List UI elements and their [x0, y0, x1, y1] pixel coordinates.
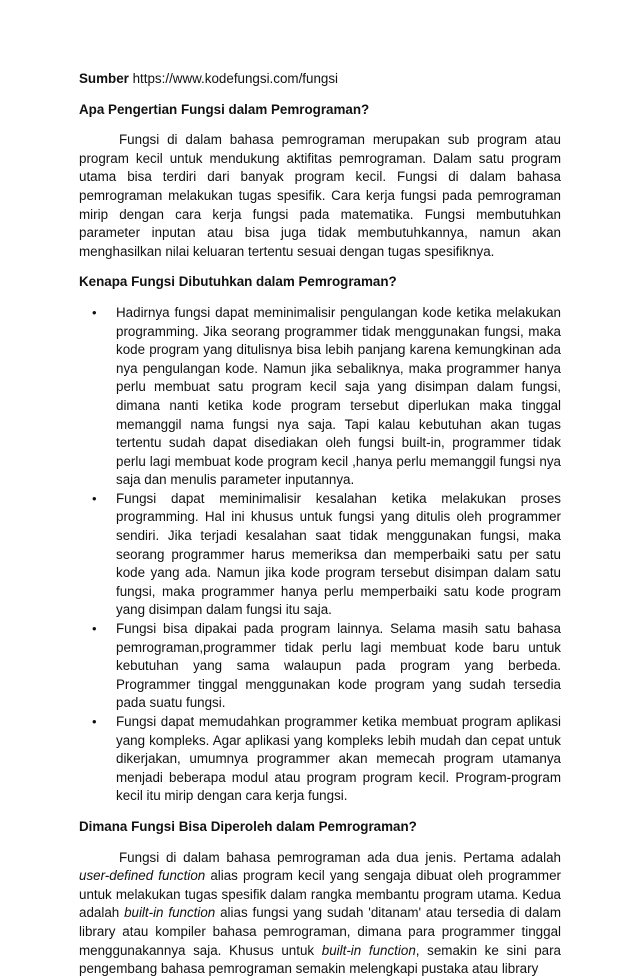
source-label: Sumber: [79, 71, 129, 86]
list-item-text: Hadirnya fungsi dapat meminimalisir pengulangan kode ketika melakukan programming. Jika seorang programmer tidak menggunakan fungsi, maka kode program yang ditulisnya bisa lebih panjang karena kemungkinan ada nya pengulangan kode. Namun jika sebaliknya, maka programmer hanya perlu membuat satu program kecil saja yang disimpan dalam fungsi, dimana nanti ketika kode program tersebut diperlukan maka tinggal memanggil nama fungsi nya saja. Tapi kalau kebutuhan akan tugas tertentu sudah dapat disediakan oleh fungsi built-in, programmer tidak perlu lagi membuat kode program kecil ,hanya perlu memanggil fungsi nya saja dan menulis parameter inputannya.: [116, 304, 561, 488]
italic-term: built-in function: [321, 942, 416, 958]
list-item: [79, 620, 561, 713]
list-item-text: Fungsi dapat memudahkan programmer ketika membuat program aplikasi yang kompleks. Agar aplikasi yang kompleks lebih mudah dan cepat untuk dikerjakan, umumnya programmer akan memecah program utamanya menjadi beberapa modul atau program program kecil. Program-program kecil itu mirip dengan cara kerja fungsi.: [116, 714, 561, 804]
paragraph-text: Fungsi di dalam bahasa pemrograman ada dua jenis. Pertama adalah: [119, 849, 561, 865]
italic-term: built-in function: [124, 905, 216, 921]
list-item: [79, 490, 561, 620]
source-line: [79, 70, 561, 89]
section1-paragraph: Fungsi di dalam bahasa pemrograman merupakan sub program atau program kecil untuk mendukung aktifitas pemrograman. Dalam satu program utama bisa terdiri dari banyak program kecil. Fungsi di dalam bahasa pemrograman melakukan tugas spesifik. Cara kerja fungsi pada pemrograman mirip dengan cara kerja fungsi pada matematika. Fungsi membutuhkan parameter inputan atau bisa juga tidak membutuhkannya, namun akan menghasilkan nilai keluaran tertentu sesuai dengan tugas spesifiknya.: [79, 132, 561, 259]
list-item: [79, 304, 561, 490]
italic-term: user-defined function: [79, 868, 206, 884]
section3-paragraph: [79, 849, 561, 979]
paragraph-text: , semakin ke sini para pengembang bahasa pemrograman semakin melengkapi pustaka atau library: [79, 942, 561, 977]
reasons-list: [79, 304, 561, 806]
paragraph-text: alias fungsi yang sudah 'ditanam' atau tersedia di dalam library atau kompiler bahasa pemrograman, dimana para programmer tinggal menggunakannya saja. Khusus untuk: [79, 905, 562, 958]
section3-heading: Dimana Fungsi Bisa Diperoleh dalam Pemrograman?: [79, 818, 417, 834]
document-page: [79, 70, 561, 979]
source-url: https://www.kodefungsi.com/fungsi: [132, 71, 339, 86]
bullet-icon: •: [92, 714, 97, 729]
paragraph-text: alias program kecil yang sengaja dibuat oleh programmer untuk melakukan tugas spesifik dalam rangka membantu program utama. Kedua adalah: [79, 868, 561, 921]
list-item-text: Fungsi bisa dipakai pada program lainnya. Selama masih satu bahasa pemrograman,programmer tidak perlu lagi membuat kode baru untuk kebutuhan yang sama walaupun pada program yang berbeda. Programmer tinggal menggunakan kode program yang sudah tersedia pada suatu fungsi.: [116, 621, 561, 711]
list-item: [79, 713, 561, 806]
bullet-icon: •: [92, 621, 97, 637]
section1-heading: Apa Pengertian Fungsi dalam Pemrograman?: [79, 101, 370, 117]
list-item-text: Fungsi dapat meminimalisir kesalahan ketika melakukan proses programming. Hal ini khusus untuk fungsi yang ditulis oleh programmer sendiri. Jika terjadi kesalahan saat tidak menggunakan fungsi, maka seorang programmer harus memeriksa dan memperbaiki satu per satu kode yang ada. Namun jika kode program tersebut disimpan dalam satu fungsi, maka programmer hanya perlu memperbaiki satu kode program yang disimpan dalam fungsi itu saja.: [116, 490, 561, 618]
bullet-icon: •: [92, 490, 97, 506]
section2-heading: Kenapa Fungsi Dibutuhkan dalam Pemrograman?: [79, 274, 397, 290]
bullet-icon: •: [92, 304, 97, 320]
